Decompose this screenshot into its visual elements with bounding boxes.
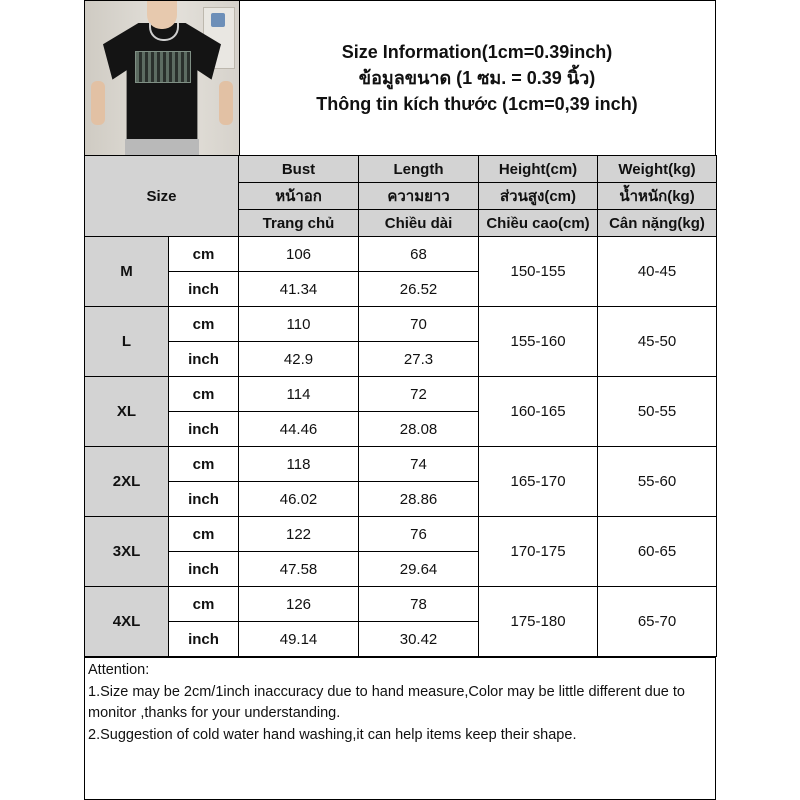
unit-cm: cm xyxy=(169,587,239,622)
length-cm: 74 xyxy=(359,447,479,482)
bust-cm: 118 xyxy=(239,447,359,482)
weight-range: 60-65 xyxy=(598,517,717,587)
unit-inch: inch xyxy=(169,552,239,587)
length-cm: 76 xyxy=(359,517,479,552)
size-table xyxy=(84,155,717,657)
height-range: 165-170 xyxy=(479,447,598,517)
header-section xyxy=(84,0,716,156)
notes-heading: Attention: xyxy=(88,662,150,678)
weight-range: 40-45 xyxy=(598,237,717,307)
size-label: XL xyxy=(85,377,169,447)
column-header-length-vi: Chiều dài xyxy=(359,210,479,237)
height-range: 160-165 xyxy=(479,377,598,447)
size-label: M xyxy=(85,237,169,307)
column-header-weight-vi: Cân nặng(kg) xyxy=(598,210,717,237)
title-thai: ข้อมูลขนาด (1 ซม. = 0.39 นิ้ว) xyxy=(358,68,596,88)
column-header-bust-vi: Trang chủ xyxy=(239,210,359,237)
unit-inch: inch xyxy=(169,412,239,447)
bust-cm: 126 xyxy=(239,587,359,622)
weight-range: 45-50 xyxy=(598,307,717,377)
unit-inch: inch xyxy=(169,342,239,377)
unit-cm: cm xyxy=(169,237,239,272)
size-label: L xyxy=(85,307,169,377)
column-header-bust-th: หน้าอก xyxy=(239,183,359,210)
unit-cm: cm xyxy=(169,517,239,552)
title-english: Size Information(1cm=0.39inch) xyxy=(341,42,613,62)
size-label: 2XL xyxy=(85,447,169,517)
length-inch: 29.64 xyxy=(359,552,479,587)
bust-cm: 122 xyxy=(239,517,359,552)
title-vietnamese: Thông tin kích thước (1cm=0,39 inch) xyxy=(316,94,638,114)
column-header-bust-en: Bust xyxy=(239,156,359,183)
height-range: 170-175 xyxy=(479,517,598,587)
length-cm: 68 xyxy=(359,237,479,272)
height-range: 175-180 xyxy=(479,587,598,657)
bust-inch: 41.34 xyxy=(239,272,359,307)
bust-cm: 114 xyxy=(239,377,359,412)
unit-inch: inch xyxy=(169,272,239,307)
bust-inch: 42.9 xyxy=(239,342,359,377)
bust-inch: 46.02 xyxy=(239,482,359,517)
unit-inch: inch xyxy=(169,482,239,517)
height-range: 150-155 xyxy=(479,237,598,307)
length-inch: 30.42 xyxy=(359,622,479,657)
column-header-length-th: ความยาว xyxy=(359,183,479,210)
size-label: 3XL xyxy=(85,517,169,587)
length-inch: 27.3 xyxy=(359,342,479,377)
height-range: 155-160 xyxy=(479,307,598,377)
bust-cm: 106 xyxy=(239,237,359,272)
column-header-height-th: ส่วนสูง(cm) xyxy=(479,183,598,210)
product-photo xyxy=(85,1,240,155)
bust-cm: 110 xyxy=(239,307,359,342)
bust-inch: 47.58 xyxy=(239,552,359,587)
length-cm: 78 xyxy=(359,587,479,622)
bust-inch: 49.14 xyxy=(239,622,359,657)
weight-range: 50-55 xyxy=(598,377,717,447)
attention-notes xyxy=(84,657,716,800)
column-header-weight-en: Weight(kg) xyxy=(598,156,717,183)
size-header: Size xyxy=(85,156,239,237)
bust-inch: 44.46 xyxy=(239,412,359,447)
unit-cm: cm xyxy=(169,377,239,412)
length-inch: 28.08 xyxy=(359,412,479,447)
length-inch: 26.52 xyxy=(359,272,479,307)
unit-cm: cm xyxy=(169,447,239,482)
weight-range: 55-60 xyxy=(598,447,717,517)
title-block xyxy=(239,1,715,155)
column-header-height-vi: Chiều cao(cm) xyxy=(479,210,598,237)
length-cm: 70 xyxy=(359,307,479,342)
length-cm: 72 xyxy=(359,377,479,412)
unit-cm: cm xyxy=(169,307,239,342)
column-header-length-en: Length xyxy=(359,156,479,183)
column-header-height-en: Height(cm) xyxy=(479,156,598,183)
weight-range: 65-70 xyxy=(598,587,717,657)
unit-inch: inch xyxy=(169,622,239,657)
size-label: 4XL xyxy=(85,587,169,657)
notes-line-2: 2.Suggestion of cold water hand washing,it can help items keep their shape. xyxy=(88,726,577,743)
length-inch: 28.86 xyxy=(359,482,479,517)
column-header-weight-th: น้ำหนัก(kg) xyxy=(598,183,717,210)
notes-line-1: 1.Size may be 2cm/1inch inaccuracy due to hand measure,Color may be little different due to monitor ,thanks for your understanding. xyxy=(88,683,685,721)
size-chart-sheet xyxy=(84,0,716,800)
